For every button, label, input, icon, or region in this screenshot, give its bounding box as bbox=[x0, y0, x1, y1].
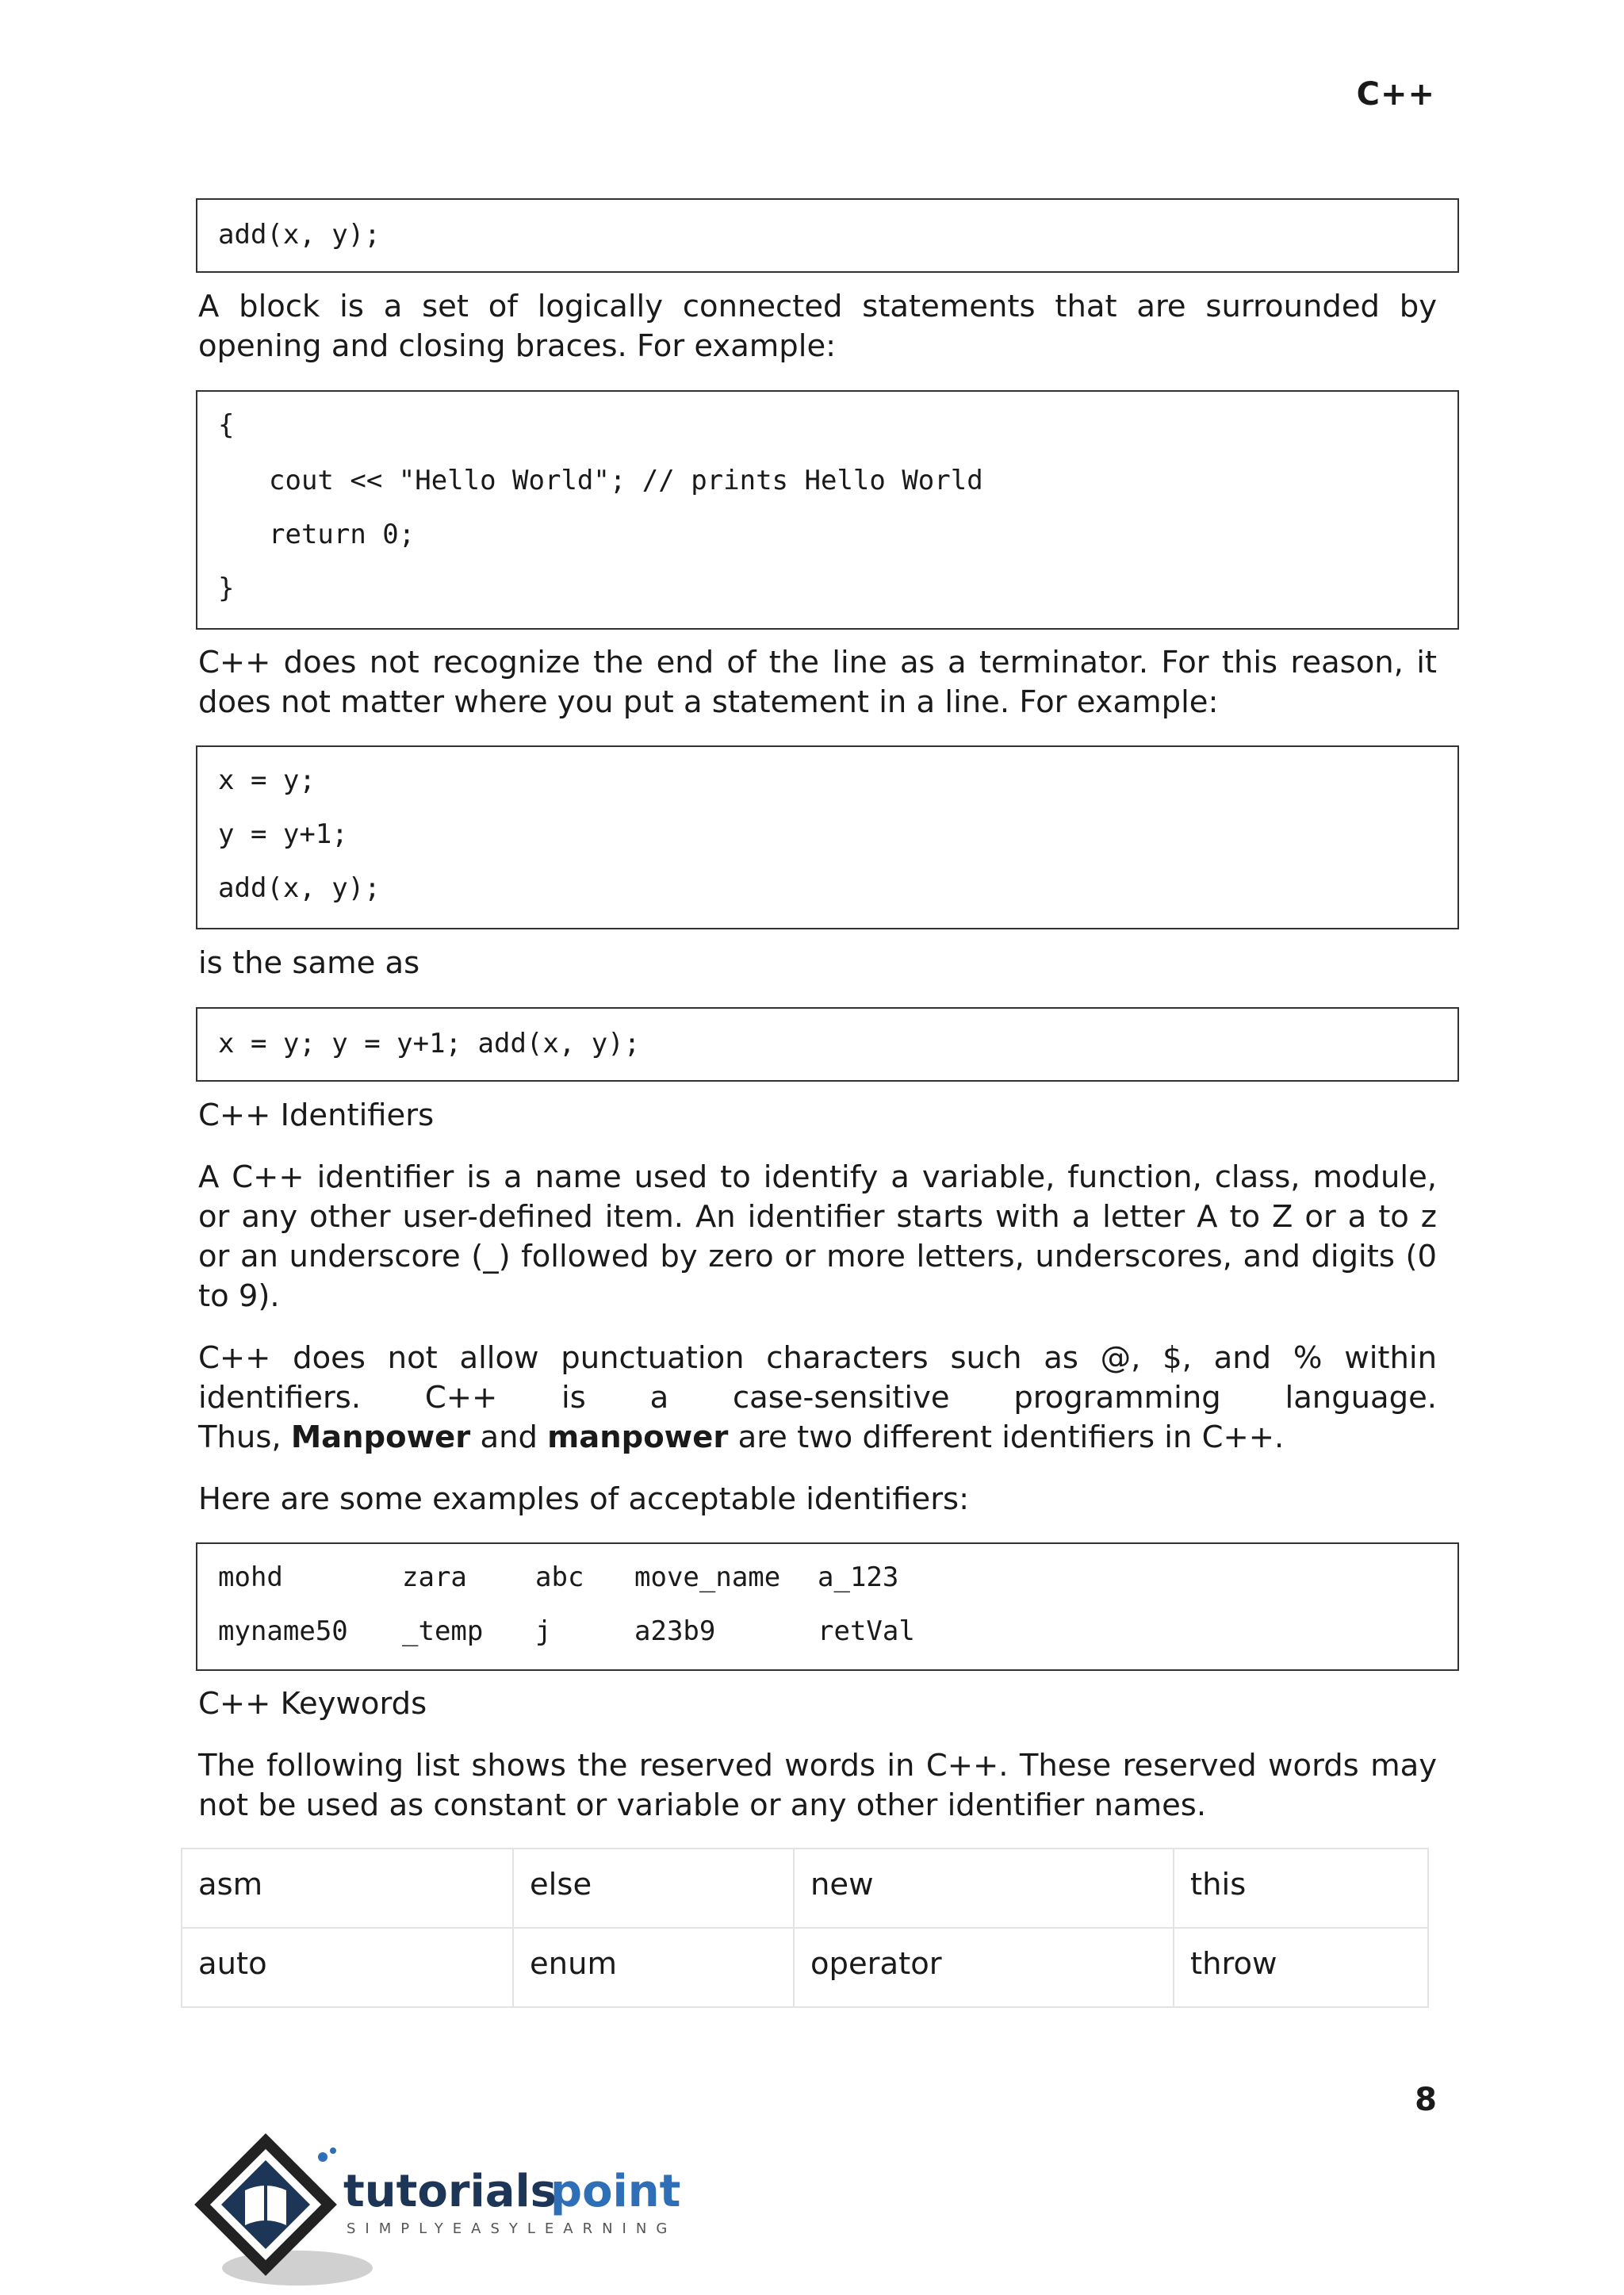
heading-keywords: C++ Keywords bbox=[198, 1686, 427, 1722]
identifier-example: a23b9 bbox=[634, 1615, 716, 1647]
paragraph-block-definition: A block is a set of logically connected statements that are surrounded by opening and closing braces. For example: bbox=[198, 289, 1437, 364]
code-line: x = y; bbox=[218, 764, 316, 796]
table-cell: else bbox=[513, 1849, 794, 1928]
paragraph-line: C++ does not allow punctuation characters such as @, $, and % within bbox=[198, 1340, 1437, 1376]
code-line: x = y; y = y+1; add(x, y); bbox=[218, 1028, 641, 1059]
identifier-example: move_name bbox=[634, 1561, 781, 1593]
paragraph-line: identifiers. C++ is a case-sensitive programming language. bbox=[198, 1380, 1437, 1416]
paragraph-line bbox=[198, 1418, 1437, 1458]
text-run: Thus, bbox=[198, 1420, 291, 1455]
identifier-example: _temp bbox=[402, 1615, 484, 1647]
bold-term: Manpower bbox=[290, 1420, 471, 1455]
code-line: { bbox=[218, 409, 235, 441]
tutorialspoint-logo bbox=[194, 2133, 702, 2292]
identifier-example: abc bbox=[535, 1561, 584, 1593]
table-cell: this bbox=[1174, 1849, 1428, 1928]
identifier-example: retVal bbox=[818, 1615, 915, 1647]
logo-text-main: tutorials bbox=[343, 2166, 557, 2217]
code-line: add(x, y); bbox=[218, 219, 381, 251]
identifier-example: mohd bbox=[218, 1561, 283, 1593]
identifier-example: zara bbox=[402, 1561, 467, 1593]
identifier-examples-block bbox=[196, 1542, 1459, 1671]
heading-identifiers: C++ Identifiers bbox=[198, 1098, 435, 1133]
code-line: return 0; bbox=[269, 519, 416, 550]
paragraph-terminator: C++ does not recognize the end of the line as a terminator. For this reason, it does not matter where you put a statement in a line. For example: bbox=[198, 645, 1437, 720]
bold-term: manpower bbox=[547, 1420, 729, 1455]
logo-dot bbox=[330, 2147, 336, 2154]
paragraph-same-as: is the same as bbox=[198, 945, 420, 981]
identifier-example: myname50 bbox=[218, 1615, 348, 1647]
table-row bbox=[182, 1928, 1428, 2007]
keywords-table bbox=[181, 1848, 1429, 2008]
code-line: add(x, y); bbox=[218, 872, 381, 904]
logo-dot bbox=[318, 2152, 327, 2162]
table-cell: asm bbox=[182, 1849, 513, 1928]
code-block bbox=[196, 390, 1459, 630]
logo-text-accent: point bbox=[550, 2166, 681, 2217]
paragraph-keywords: The following list shows the reserved words in C++. These reserved words may not be used as constant or variable or any other identifier names. bbox=[198, 1748, 1437, 1823]
paragraph-identifier-definition: A C++ identifier is a name used to identify a variable, function, class, module, or any other user-defined item. An identifier starts with a letter A to Z or a to z or an underscore (_) followed by zero or more letters, underscores, and digits (0 to 9). bbox=[198, 1159, 1437, 1314]
table-cell: enum bbox=[513, 1928, 794, 2007]
code-block bbox=[196, 1007, 1459, 1082]
code-block bbox=[196, 198, 1459, 273]
table-cell: operator bbox=[794, 1928, 1174, 2007]
logo-graphic bbox=[194, 2133, 702, 2292]
code-line: } bbox=[218, 573, 235, 604]
page-header-title: C++ bbox=[1356, 76, 1435, 113]
code-line: y = y+1; bbox=[218, 818, 348, 850]
identifier-example: j bbox=[535, 1615, 552, 1647]
text-run: are two different identifiers in C++. bbox=[728, 1420, 1285, 1455]
page-number: 8 bbox=[1415, 2082, 1437, 2118]
logo-tagline: SIMPLYEASYLEARNING bbox=[347, 2220, 677, 2237]
table-cell: throw bbox=[1174, 1928, 1428, 2007]
logo-shadow bbox=[222, 2251, 373, 2285]
table-cell: auto bbox=[182, 1928, 513, 2007]
code-block bbox=[196, 745, 1459, 929]
paragraph-examples: Here are some examples of acceptable identifiers: bbox=[198, 1481, 970, 1517]
text-run: and bbox=[470, 1420, 548, 1455]
identifier-example: a_123 bbox=[818, 1561, 899, 1593]
table-row bbox=[182, 1849, 1428, 1928]
table-cell: new bbox=[794, 1849, 1174, 1928]
code-line: cout << "Hello World"; // prints Hello World bbox=[269, 465, 983, 496]
